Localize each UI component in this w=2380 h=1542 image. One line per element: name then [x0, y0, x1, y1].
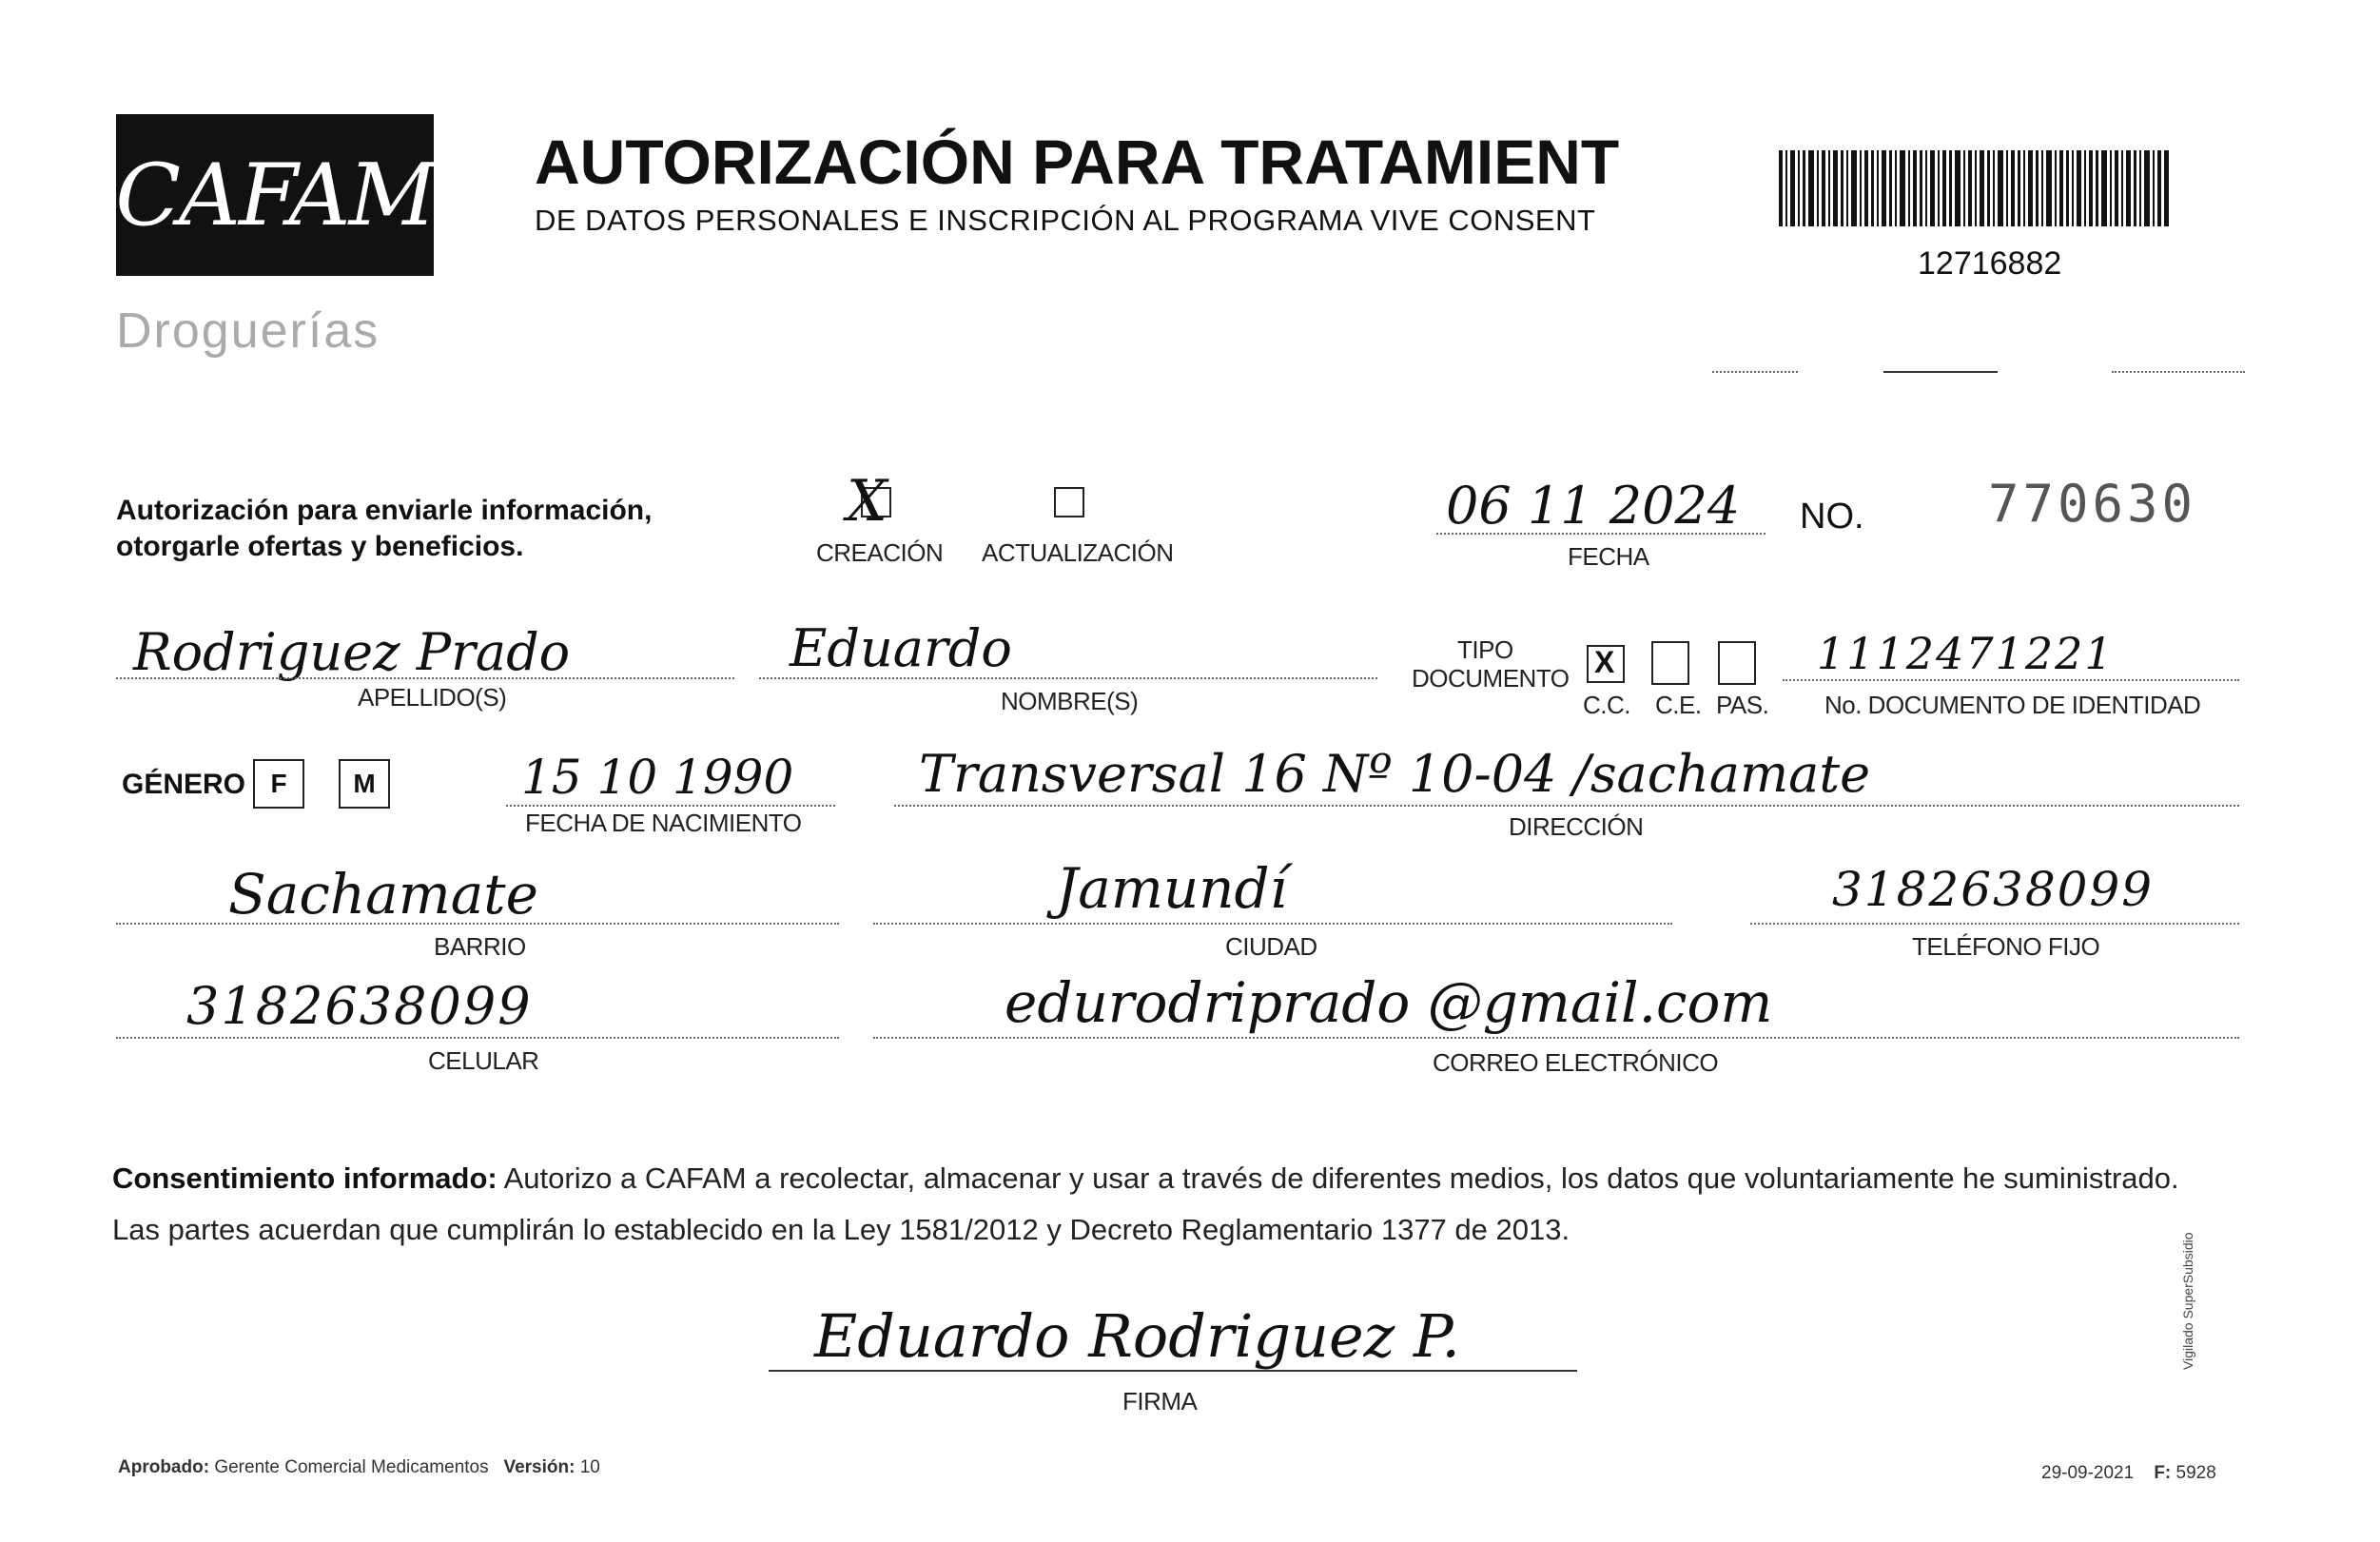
fecha-value[interactable]: 06 11 2024 — [1446, 476, 1741, 536]
celular-value[interactable]: 3182638099 — [186, 976, 533, 1036]
telefono-value[interactable]: 3182638099 — [1832, 862, 2155, 917]
signature[interactable]: Eduardo Rodriguez P. — [814, 1301, 1460, 1371]
nacimiento-value[interactable]: 15 10 1990 — [521, 750, 794, 805]
form-title: AUTORIZACIÓN PARA TRATAMIENT — [535, 127, 1620, 197]
fecha-label: FECHA — [1568, 542, 1649, 571]
cc-mark: X — [1594, 645, 1615, 679]
creacion-mark: X — [847, 468, 888, 535]
ciudad-label: CIUDAD — [1225, 932, 1317, 961]
correo-label: CORREO ELECTRÓNICO — [1433, 1048, 1719, 1077]
genero-m-option[interactable]: M — [339, 759, 390, 809]
signature-line — [769, 1370, 1577, 1372]
logo-subtitle: Droguerías — [116, 303, 380, 359]
actualizacion-checkbox[interactable] — [1054, 487, 1084, 517]
form-number: 770630 — [1988, 474, 2197, 534]
direccion-label: DIRECCIÓN — [1509, 812, 1644, 841]
consent-text — [112, 1153, 2243, 1256]
celular-line — [116, 1037, 839, 1039]
intro-line-2: otorgarle ofertas y beneficios. — [116, 531, 524, 562]
barcode-number: 12716882 — [1918, 245, 2062, 282]
cafam-logo: CAFAM — [116, 114, 434, 276]
f-value: 5928 — [2175, 1463, 2216, 1483]
intro-text — [116, 493, 652, 565]
aprobado-value: Gerente Comercial Medicamentos — [214, 1457, 489, 1477]
nacimiento-line — [506, 805, 835, 807]
pas-label: PAS. — [1716, 691, 1769, 719]
divider — [1883, 371, 1998, 373]
barrio-line — [116, 923, 839, 925]
genero-f-option[interactable]: F — [253, 759, 304, 809]
creacion-label: CREACIÓN — [816, 538, 944, 567]
cc-label: C.C. — [1583, 691, 1630, 719]
documento-label: DOCUMENTO — [1412, 664, 1570, 693]
consent-title: Consentimiento informado: — [112, 1161, 497, 1195]
nacimiento-label: FECHA DE NACIMIENTO — [525, 809, 802, 837]
genero-label: GÉNERO — [122, 769, 246, 800]
footer-code — [2041, 1463, 2216, 1484]
footer-approval — [118, 1457, 600, 1478]
nombres-value[interactable]: Eduardo — [790, 618, 1012, 678]
pas-checkbox[interactable] — [1718, 641, 1756, 685]
footer-date: 29-09-2021 — [2041, 1463, 2135, 1483]
documento-line — [1783, 679, 2239, 681]
fecha-line — [1436, 533, 1765, 535]
apellidos-line — [116, 677, 734, 679]
celular-label: CELULAR — [428, 1046, 539, 1075]
form-subtitle: DE DATOS PERSONALES E INSCRIPCIÓN AL PROGRAMA VIVE CONSENT — [535, 204, 1596, 237]
apellidos-label: APELLIDO(S) — [358, 683, 507, 712]
nombres-label: NOMBRE(S) — [1001, 687, 1139, 715]
documento-value[interactable]: 1112471221 — [1817, 628, 2115, 679]
direccion-value[interactable]: Transversal 16 Nº 10-04 /sachamate — [919, 744, 1871, 804]
consent-line-1: Autorizo a CAFAM a recolectar, almacenar y usar a través de diferentes medios, los datos que voluntariamente he suministrado. — [503, 1161, 2179, 1195]
correo-value[interactable]: edurodriprado @gmail.com — [1005, 970, 1773, 1035]
telefono-line — [1750, 923, 2239, 925]
ce-checkbox[interactable] — [1651, 641, 1689, 685]
divider — [2112, 371, 2245, 373]
intro-line-1: Autorización para enviarle información, — [116, 495, 653, 526]
aprobado-label: Aprobado: — [118, 1457, 210, 1477]
version-label: Versión: — [503, 1457, 575, 1477]
tipo-label: TIPO — [1457, 635, 1513, 664]
consent-line-2: Las partes acuerdan que cumplirán lo establecido en la Ley 1581/2012 y Decreto Reglamentario 1377 de 2013. — [112, 1213, 1570, 1246]
f-label: F: — [2154, 1463, 2172, 1483]
barrio-label: BARRIO — [434, 932, 526, 961]
nombres-line — [759, 677, 1377, 679]
documento-num-label: No. DOCUMENTO DE IDENTIDAD — [1824, 691, 2201, 719]
direccion-line — [894, 805, 2239, 807]
actualizacion-label: ACTUALIZACIÓN — [982, 538, 1174, 567]
apellidos-value[interactable]: Rodriguez Prado — [133, 622, 571, 682]
ciudad-line — [873, 923, 1672, 925]
signature-label: FIRMA — [1122, 1387, 1198, 1415]
no-label: NO. — [1800, 497, 1864, 537]
ciudad-value[interactable]: Jamundí — [1056, 856, 1288, 921]
version-value: 10 — [579, 1457, 600, 1477]
telefono-label: TELÉFONO FIJO — [1912, 932, 2100, 961]
barrio-value[interactable]: Sachamate — [228, 862, 538, 927]
barcode-icon — [1779, 150, 2169, 226]
correo-line — [873, 1037, 2239, 1039]
supersubsidio-text: Vigilado SuperSubsidio — [2180, 1232, 2195, 1370]
ce-label: C.E. — [1655, 691, 1702, 719]
divider — [1712, 371, 1798, 373]
